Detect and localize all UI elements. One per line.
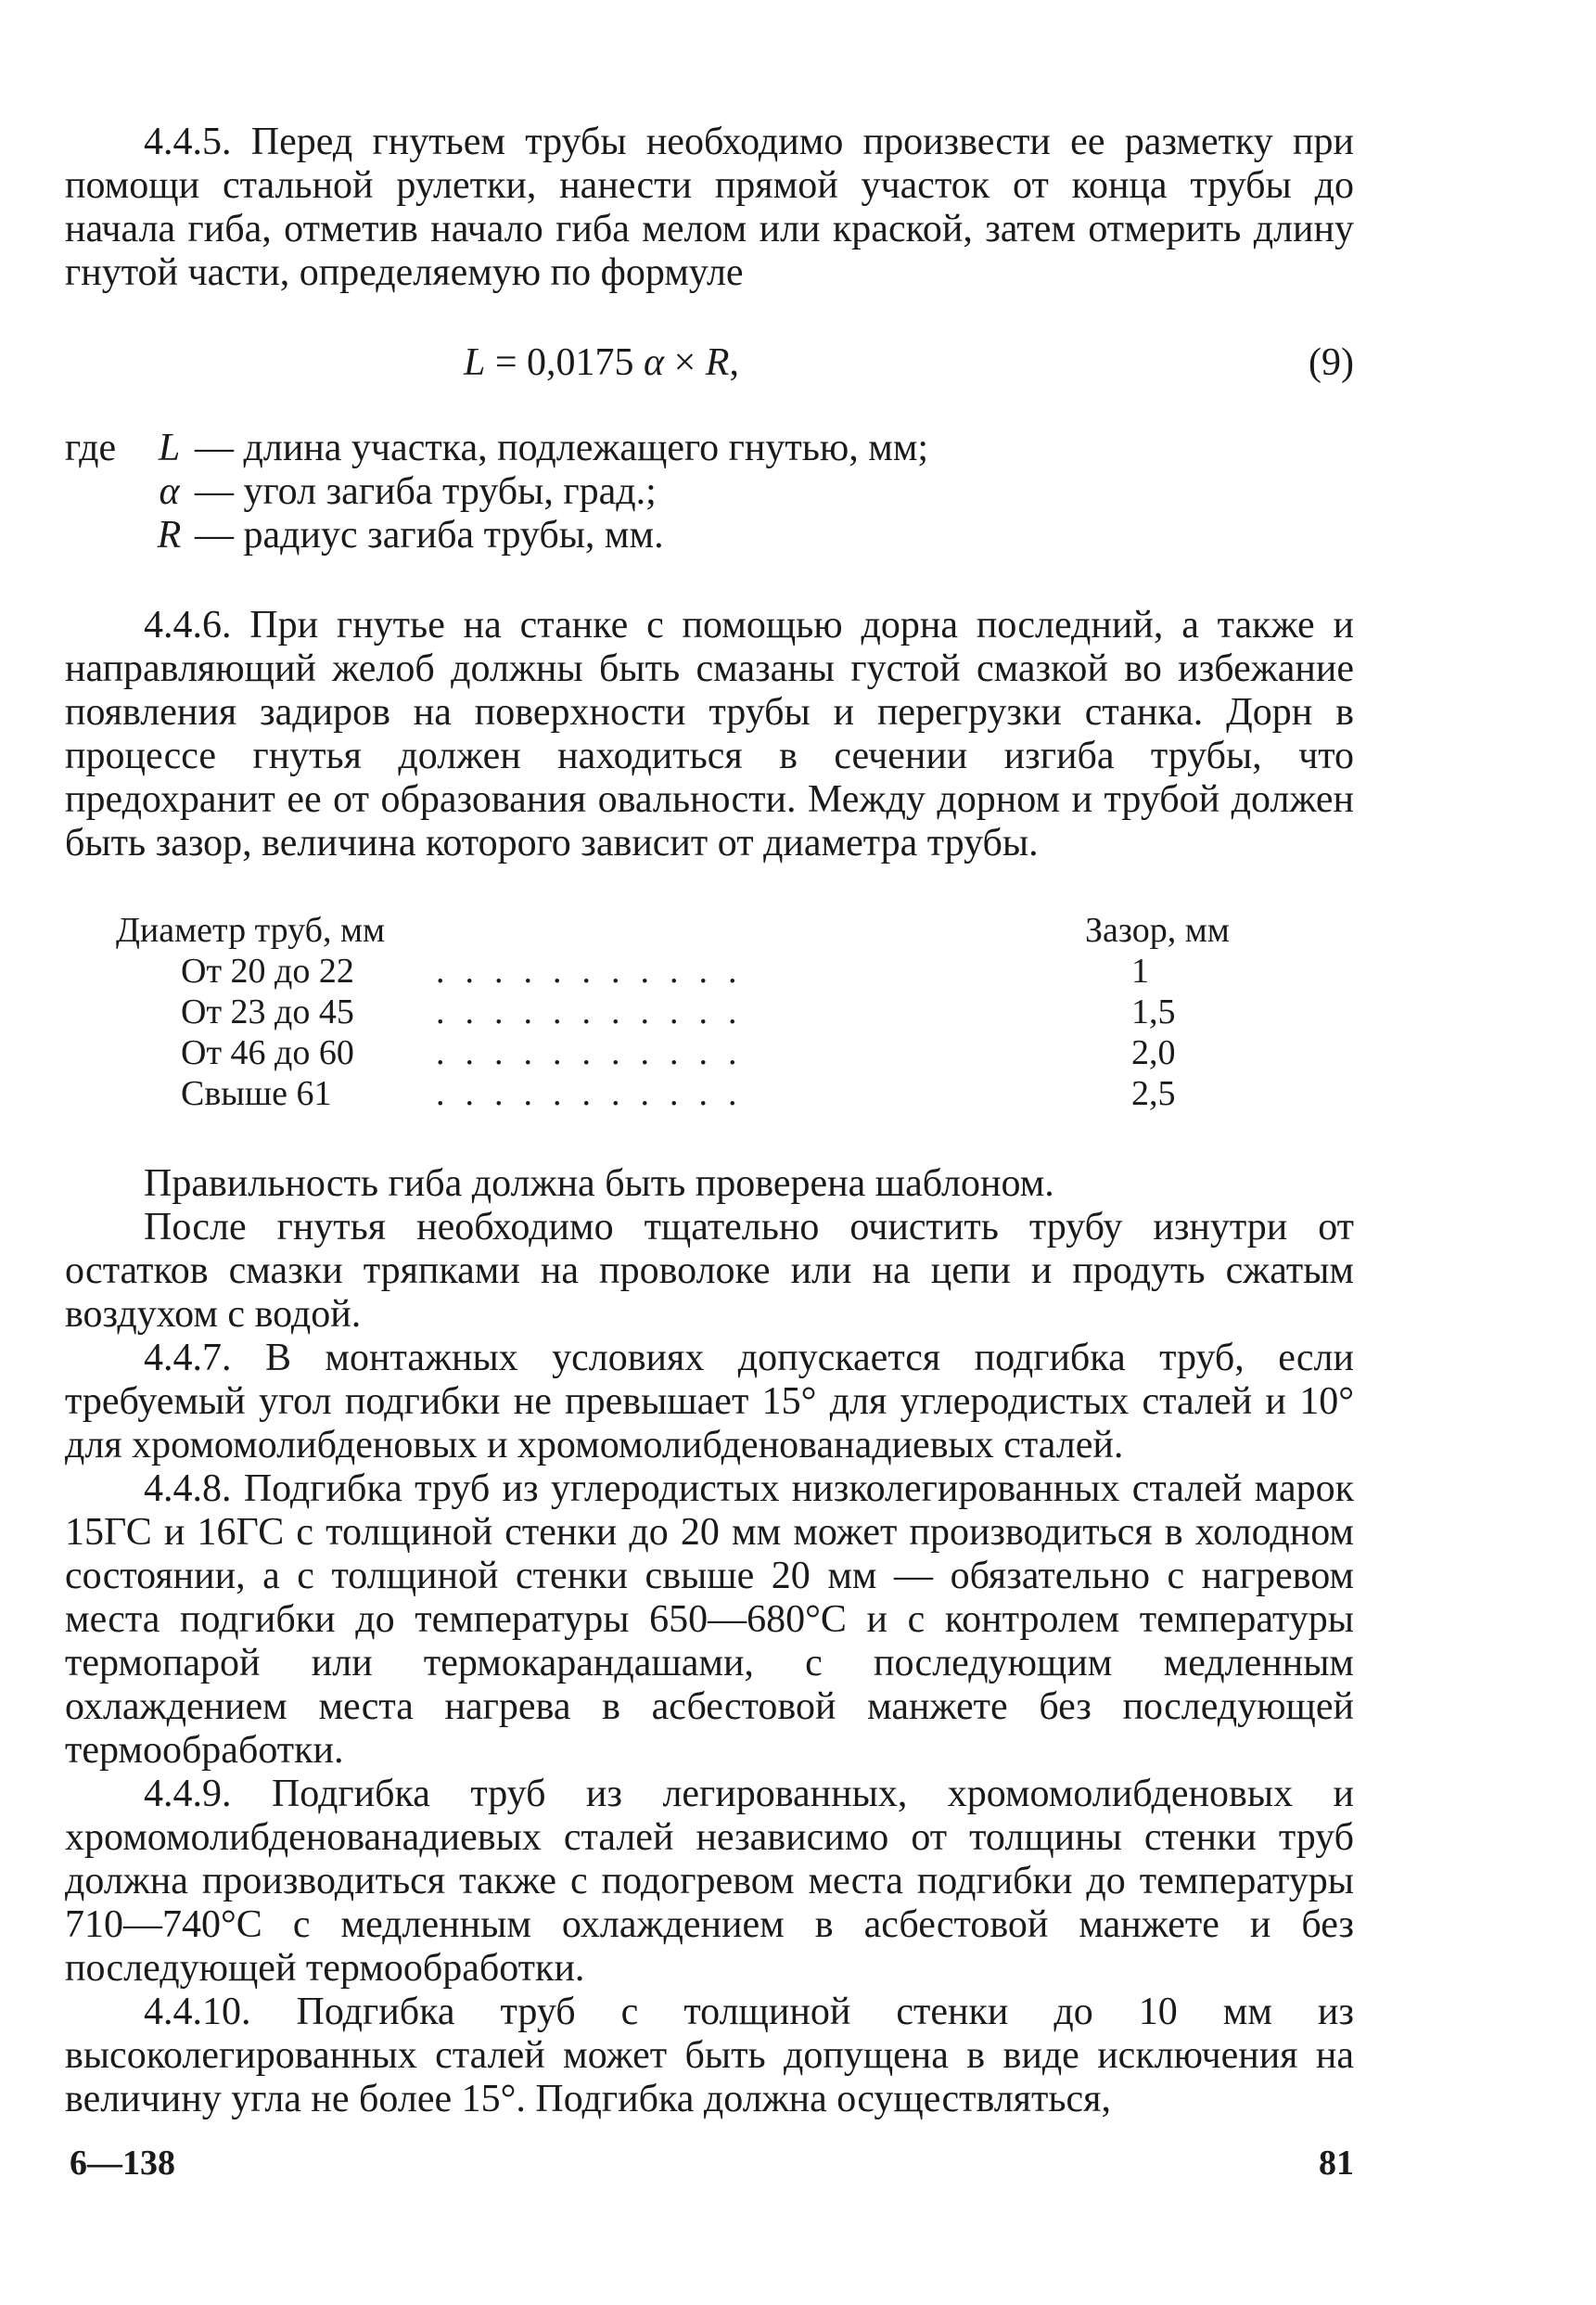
paragraph-4-4-7: 4.4.7. В монтажных условиях допускается подгибка труб, если требуемый угол подгибки не превышает 15° для углеродистых сталей и 10° для хромомолибденовых и хромомолибденованадиевых сталей.: [65, 1337, 1354, 1466]
formula-rhs: = 0,0175: [485, 341, 645, 384]
paragraph-4-4-9: 4.4.9. Подгибка труб из легированных, хромомолибденовых и хромомолибденованадиевых сталей независимо от толщины стенки труб должна производиться также с подогревом места подгибки до температуры 710—740°С с медленным охлаждением в асбестовой манжете и без последующей термообработки.: [65, 1773, 1354, 1990]
table-row: [65, 951, 1354, 992]
formula-r: R: [705, 341, 730, 384]
legend-symbol: R: [157, 514, 182, 557]
document-page: [65, 121, 1354, 2121]
row-gap: 1,5: [1131, 992, 1176, 1031]
paragraph-cleaning: После гнутья необходимо тщательно очистить трубу изнутри от остатков смазки тряпками на проволоке или на цепи и продуть сжатым воздухом с водой.: [65, 1206, 1354, 1336]
formula-expression: [464, 341, 739, 385]
row-leader-dots: ...........: [436, 952, 758, 991]
formula-legend: [65, 427, 1354, 557]
legend-text: — радиус загиба трубы, мм.: [195, 514, 664, 557]
legend-item: [65, 514, 1354, 557]
header-gap: Зазор, мм: [1085, 911, 1230, 950]
paragraph-4-4-8: 4.4.8. Подгибка труб из углеродистых низколегированных сталей марок 15ГС и 16ГС с толщиной стенки до 20 мм может производиться в холодном состоянии, а с толщиной стенки свыше 20 мм — обязательно с нагревом места подгибки до температуры 650—680°С и с контролем температуры термопарой или термокарандашами, с последующим медленным охлаждением места нагрева в асбестовой манжете без последующей термообработки.: [65, 1467, 1354, 1772]
legend-symbol: α: [159, 470, 180, 513]
formula-number: (9): [1309, 341, 1354, 384]
legend-text: — длина участка, подлежащего гнутью, мм;: [195, 427, 929, 469]
paragraph-4-4-10: 4.4.10. Подгибка труб с толщиной стенки до 10 мм из высоколегированных сталей может быть допущена в виде исключения на величину угла не более 15°. Подгибка должна осуществляться,: [65, 1991, 1354, 2120]
row-range: Свыше 61: [181, 1074, 332, 1113]
formula-9: [65, 341, 1354, 385]
page-number: 81: [1319, 2144, 1354, 2183]
row-gap: 1: [1131, 952, 1149, 991]
table-row: [65, 1073, 1354, 1114]
row-gap: 2,0: [1131, 1033, 1176, 1072]
gap-table-header: [65, 910, 1354, 951]
table-row: [65, 992, 1354, 1032]
row-range: От 23 до 45: [181, 992, 354, 1031]
table-row: [65, 1032, 1354, 1073]
row-range: От 46 до 60: [181, 1033, 354, 1072]
paragraph-4-4-6: 4.4.6. При гнутье на станке с помощью дорна последний, а также и направляющий желоб должны быть смазаны густой смазкой во избежание появления задиров на поверхности трубы и перегрузки станка. Дорн в процессе гнутья должен находиться в сечении изгиба трубы, что предохранит ее от образования овальности. Между дорном и трубой должен быть зазор, величина которого зависит от диаметра трубы.: [65, 604, 1354, 864]
legend-symbol: L: [158, 427, 181, 469]
gap-table: [65, 910, 1354, 1114]
row-gap: 2,5: [1131, 1074, 1176, 1113]
paragraph-template-check: Правильность гиба должна быть проверена шаблоном.: [144, 1162, 1054, 1205]
legend-text: — угол загиба трубы, град.;: [195, 470, 657, 513]
legend-item: [65, 427, 1354, 470]
legend-item: [65, 470, 1354, 514]
signature-mark: 6—138: [70, 2144, 175, 2183]
row-range: От 20 до 22: [181, 952, 354, 991]
formula-times: ×: [664, 341, 706, 384]
formula-tail: ,: [729, 341, 739, 384]
header-diameter: Диаметр труб, мм: [116, 911, 386, 950]
paragraph-4-4-5: 4.4.5. Перед гнутьем трубы необходимо произвести ее разметку при помощи стальной рулетки, нанести прямой участок от конца трубы до начала гиба, отметив начало гиба мелом или краской, затем отмерить длину гнутой части, определяемую по формуле: [65, 121, 1354, 294]
row-leader-dots: ...........: [436, 1033, 758, 1072]
formula-lhs: L: [464, 341, 486, 384]
row-leader-dots: ...........: [436, 1074, 758, 1113]
row-leader-dots: ...........: [436, 992, 758, 1031]
formula-alpha: α: [644, 341, 665, 384]
legend-lead: где: [65, 427, 117, 469]
